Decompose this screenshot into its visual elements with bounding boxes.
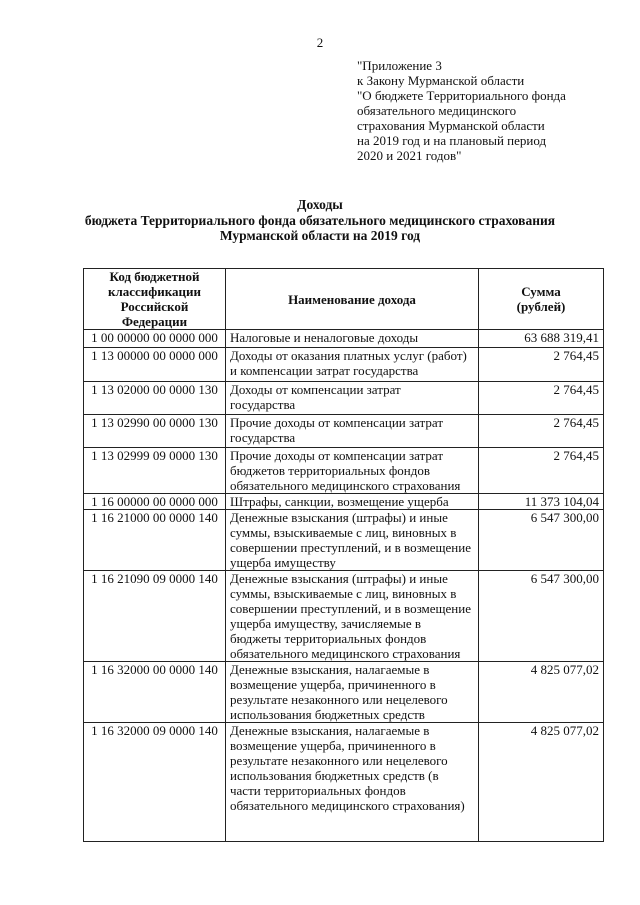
header-code: Код бюджетной классификации Российской Федерации bbox=[84, 269, 226, 330]
annex-header: "Приложение 3 к Закону Мурманской области "О бюджете Территориального фонда обязательного медицинского страхования Мурманской области на 2019 год и на плановый период 2020 и 2021 годов" bbox=[357, 58, 566, 163]
row-name: Денежные взыскания, налагаемые в возмещение ущерба, причиненного в результате незаконного или нецелевого использования бюджетных средств (в части территориальных фондов обязательного медицинского страхования) bbox=[226, 723, 479, 842]
header-name: Наименование дохода bbox=[226, 269, 479, 330]
row-sum: 11 373 104,04 bbox=[479, 494, 604, 510]
document-title: Доходы бюджета Территориального фонда обязательного медицинского страхования Мурманской области на 2019 год bbox=[84, 197, 556, 243]
row-sum: 63 688 319,41 bbox=[479, 330, 604, 348]
table-row bbox=[84, 510, 604, 571]
row-name: Налоговые и неналоговые доходы bbox=[226, 330, 479, 348]
row-code: 1 16 32000 09 0000 140 bbox=[84, 723, 226, 842]
table-row bbox=[84, 382, 604, 415]
table-row bbox=[84, 415, 604, 448]
table-row bbox=[84, 448, 604, 494]
row-sum: 2 764,45 bbox=[479, 382, 604, 415]
row-code: 1 13 02990 00 0000 130 bbox=[84, 415, 226, 448]
row-sum: 6 547 300,00 bbox=[479, 510, 604, 571]
row-name: Денежные взыскания (штрафы) и иные суммы, взыскиваемые с лиц, виновных в совершении преступлений, и в возмещение ущерба имуществу bbox=[226, 510, 479, 571]
row-code: 1 13 02000 00 0000 130 bbox=[84, 382, 226, 415]
table-row bbox=[84, 348, 604, 382]
row-code: 1 16 32000 00 0000 140 bbox=[84, 662, 226, 723]
row-code: 1 00 00000 00 0000 000 bbox=[84, 330, 226, 348]
row-code: 1 16 21090 09 0000 140 bbox=[84, 571, 226, 662]
income-table bbox=[83, 268, 604, 842]
row-name: Штрафы, санкции, возмещение ущерба bbox=[226, 494, 479, 510]
row-name: Денежные взыскания (штрафы) и иные суммы, взыскиваемые с лиц, виновных в совершении преступлений, и в возмещение ущерба имуществу, зачисляемые в бюджеты территориальных фондов обязательного медицинского страхования bbox=[226, 571, 479, 662]
header-sum: Сумма (рублей) bbox=[479, 269, 604, 330]
row-code: 1 13 02999 09 0000 130 bbox=[84, 448, 226, 494]
row-sum: 2 764,45 bbox=[479, 348, 604, 382]
table-row bbox=[84, 662, 604, 723]
row-name: Денежные взыскания, налагаемые в возмещение ущерба, причиненного в результате незаконного или нецелевого использования бюджетных средств bbox=[226, 662, 479, 723]
table-row bbox=[84, 571, 604, 662]
row-name: Прочие доходы от компенсации затрат бюджетов территориальных фондов обязательного медицинского страхования bbox=[226, 448, 479, 494]
row-sum: 2 764,45 bbox=[479, 415, 604, 448]
row-sum: 4 825 077,02 bbox=[479, 662, 604, 723]
table-row bbox=[84, 494, 604, 510]
row-code: 1 13 00000 00 0000 000 bbox=[84, 348, 226, 382]
page-number: 2 bbox=[316, 35, 324, 50]
row-name: Доходы от компенсации затрат государства bbox=[226, 382, 479, 415]
table-row bbox=[84, 330, 604, 348]
row-code: 1 16 00000 00 0000 000 bbox=[84, 494, 226, 510]
row-name: Доходы от оказания платных услуг (работ) и компенсации затрат государства bbox=[226, 348, 479, 382]
row-sum: 6 547 300,00 bbox=[479, 571, 604, 662]
row-name: Прочие доходы от компенсации затрат государства bbox=[226, 415, 479, 448]
table-header-row bbox=[84, 269, 604, 330]
row-sum: 4 825 077,02 bbox=[479, 723, 604, 842]
row-code: 1 16 21000 00 0000 140 bbox=[84, 510, 226, 571]
row-sum: 2 764,45 bbox=[479, 448, 604, 494]
table-row bbox=[84, 723, 604, 842]
